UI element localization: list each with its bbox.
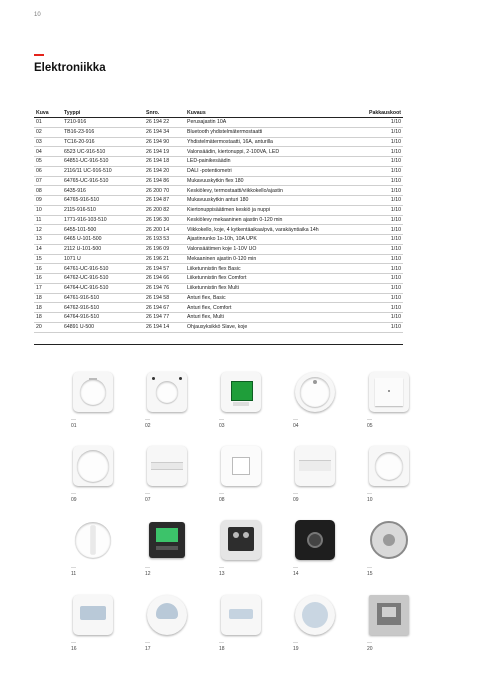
cell-snro: 26 194 34 <box>144 127 185 137</box>
dimmer-insert-image <box>293 518 337 562</box>
cell-kuva: 11 <box>34 215 62 225</box>
cell-kuvaus: LED-painikesäädin <box>185 157 361 167</box>
product-15: — 15 <box>367 518 415 577</box>
cell-tyyppi: 64765-916-510 <box>62 196 144 206</box>
table-row <box>34 205 403 215</box>
cell-pakkauskoot: 1/10 <box>361 244 403 254</box>
cell-snro: 26 196 21 <box>144 254 185 264</box>
cell-pakkauskoot: 1/10 <box>361 166 403 176</box>
table-row <box>34 147 403 157</box>
sensor-180-image <box>293 444 337 488</box>
product-03: — 03 <box>219 370 267 429</box>
product-label: 04 <box>293 423 299 429</box>
cell-pakkauskoot: 1/10 <box>361 283 403 293</box>
cell-kuva: 05 <box>34 157 62 167</box>
product-label: 18 <box>219 646 225 652</box>
timer-base-image <box>219 518 263 562</box>
table-row <box>34 186 403 196</box>
cell-kuvaus: Anturi flex, Multi <box>185 313 361 323</box>
mechanical-timer-insert-image <box>367 518 411 562</box>
cell-kuva: 09 <box>34 196 62 206</box>
table-row <box>34 118 403 128</box>
cell-tyyppi: TB16-23-916 <box>62 127 144 137</box>
cell-pakkauskoot: 1/10 <box>361 293 403 303</box>
center-plate-image <box>219 444 263 488</box>
cell-tyyppi: 6465 U-101-500 <box>62 235 144 245</box>
product-label: 02 <box>145 423 151 429</box>
cell-tyyppi: 64762-916-510 <box>62 303 144 313</box>
cell-kuvaus: Viikkokello, koje, 4 kytkentäaikaa/pvä, varakäyntiaika 14h <box>185 225 361 235</box>
comfort-switch-image <box>145 444 189 488</box>
cell-kuvaus: Yhdistelmätermostaatti, 16A, anturilla <box>185 137 361 147</box>
product-18: — 18 <box>219 593 267 652</box>
cell-tyyppi: 6523 UC-916-510 <box>62 147 144 157</box>
cell-tyyppi: TC16-20-916 <box>62 137 144 147</box>
table-header-row <box>34 108 403 118</box>
cell-tyyppi: 2116/11 UC-916-510 <box>62 166 144 176</box>
rotary-knob-image <box>367 444 411 488</box>
product-16: — 16 <box>71 593 119 652</box>
product-label: 07 <box>145 497 151 503</box>
cell-snro: 26 194 77 <box>144 313 185 323</box>
cell-kuva: 14 <box>34 244 62 254</box>
cell-tyyppi: 1771-916-103-510 <box>62 215 144 225</box>
table-row <box>34 176 403 186</box>
cell-kuvaus: Kiertonuppisäätimen keskiö ja nuppi <box>185 205 361 215</box>
cell-tyyppi: 64765-UC-916-510 <box>62 176 144 186</box>
cell-tyyppi: T210-916 <box>62 118 144 128</box>
cell-snro: 26 194 90 <box>144 137 185 147</box>
table-row <box>34 313 403 323</box>
product-13: — 13 <box>219 518 267 577</box>
cell-kuvaus: Mukavuuskytkin flex 180 <box>185 176 361 186</box>
product-label: 20 <box>367 646 373 652</box>
push-dimmer-image <box>367 370 411 414</box>
cell-snro: 26 194 87 <box>144 196 185 206</box>
table-row <box>34 303 403 313</box>
cell-pakkauskoot: 1/10 <box>361 225 403 235</box>
header-kuvaus: Kuvaus <box>185 108 361 118</box>
cell-tyyppi: 1071 U <box>62 254 144 264</box>
cell-pakkauskoot: 1/10 <box>361 186 403 196</box>
table-end-rule <box>34 344 403 345</box>
cell-kuva: 04 <box>34 147 62 157</box>
product-05: — 05 <box>367 370 415 429</box>
cell-snro: 26 194 86 <box>144 176 185 186</box>
cell-snro: 26 196 30 <box>144 215 185 225</box>
table-row <box>34 264 403 274</box>
cell-snro: 26 194 57 <box>144 264 185 274</box>
product-label: 16 <box>71 646 77 652</box>
cell-pakkauskoot: 1/10 <box>361 215 403 225</box>
cell-snro: 26 194 67 <box>144 303 185 313</box>
header-snro: Snro. <box>144 108 185 118</box>
cell-kuva: 16 <box>34 274 62 284</box>
cell-tyyppi: 6455-101-500 <box>62 225 144 235</box>
header-tyyppi: Tyyppi <box>62 108 144 118</box>
product-label: 09 <box>71 497 77 503</box>
cell-kuva: 02 <box>34 127 62 137</box>
table-row <box>34 322 403 332</box>
cell-kuva: 08 <box>34 186 62 196</box>
cell-snro: 26 194 20 <box>144 166 185 176</box>
title-accent-bar <box>34 54 44 56</box>
cell-kuva: 16 <box>34 264 62 274</box>
cell-snro: 26 194 18 <box>144 157 185 167</box>
cell-tyyppi: 64762-UC-916-510 <box>62 274 144 284</box>
cell-pakkauskoot: 1/10 <box>361 176 403 186</box>
cell-pakkauskoot: 1/10 <box>361 205 403 215</box>
product-label: 17 <box>145 646 151 652</box>
cell-pakkauskoot: 1/10 <box>361 127 403 137</box>
cell-pakkauskoot: 1/10 <box>361 322 403 332</box>
product-label: 14 <box>293 571 299 577</box>
cell-kuvaus: Keskiölevy mekaaninen ajastin 0-120 min <box>185 215 361 225</box>
product-label: 01 <box>71 423 77 429</box>
cell-kuvaus: Liiketunnistin flex Multi <box>185 283 361 293</box>
cell-tyyppi: 6435-916 <box>62 186 144 196</box>
product-08: — 08 <box>219 444 267 503</box>
product-14: — 14 <box>293 518 341 577</box>
product-12: — 12 <box>145 518 193 577</box>
product-07: — 07 <box>145 444 193 503</box>
table-row <box>34 225 403 235</box>
table-row <box>34 274 403 284</box>
table-body <box>34 118 403 333</box>
table-row <box>34 215 403 225</box>
sensor-dome-image <box>293 593 337 637</box>
table-row <box>34 235 403 245</box>
cell-kuvaus: Perusajastin 10A <box>185 118 361 128</box>
cell-kuva: 18 <box>34 293 62 303</box>
cell-snro: 26 200 70 <box>144 186 185 196</box>
cell-snro: 26 194 19 <box>144 147 185 157</box>
cell-kuva: 03 <box>34 137 62 147</box>
product-label: 03 <box>219 423 225 429</box>
product-10: — 10 <box>367 444 415 503</box>
cell-kuva: 15 <box>34 254 62 264</box>
table-row <box>34 166 403 176</box>
cell-snro: 26 194 22 <box>144 118 185 128</box>
cell-kuvaus: Ohjausyksikkö Slave, koje <box>185 322 361 332</box>
header-kuva: Kuva <box>34 108 62 118</box>
cell-snro: 26 196 09 <box>144 244 185 254</box>
product-label: 19 <box>293 646 299 652</box>
cell-tyyppi: 2115-916-510 <box>62 205 144 215</box>
cell-kuvaus: Liiketunnistin flex Comfort <box>185 274 361 284</box>
product-label: 15 <box>367 571 373 577</box>
table-row <box>34 254 403 264</box>
cell-pakkauskoot: 1/10 <box>361 137 403 147</box>
mechanical-timer-image <box>71 518 115 562</box>
sensor-flex-image <box>219 593 263 637</box>
table-row <box>34 196 403 206</box>
cell-pakkauskoot: 1/10 <box>361 264 403 274</box>
product-label: 12 <box>145 571 151 577</box>
cell-kuvaus: Anturi flex, Basic <box>185 293 361 303</box>
cell-snro: 26 194 58 <box>144 293 185 303</box>
cell-snro: 26 194 66 <box>144 274 185 284</box>
product-label: 09 <box>293 497 299 503</box>
cell-kuva: 17 <box>34 283 62 293</box>
product-02: — 02 <box>145 370 193 429</box>
cell-kuvaus: Valonsäädin, kiertonuppi, 2-100VA, LED <box>185 147 361 157</box>
product-label: 11 <box>71 571 77 577</box>
motion-detector-multi-image <box>145 593 189 637</box>
cell-snro: 26 194 76 <box>144 283 185 293</box>
cell-kuva: 13 <box>34 235 62 245</box>
product-19: — 19 <box>293 593 341 652</box>
dimmer-knob-image <box>293 370 337 414</box>
control-unit-insert-image <box>367 593 411 637</box>
cell-kuvaus: Mekaaninen ajastin 0-120 min <box>185 254 361 264</box>
cell-snro: 26 193 53 <box>144 235 185 245</box>
cell-snro: 26 194 14 <box>144 322 185 332</box>
motion-detector-image <box>71 593 115 637</box>
cell-kuva: 18 <box>34 313 62 323</box>
cell-kuva: 18 <box>34 303 62 313</box>
cell-tyyppi: 64891 U-500 <box>62 322 144 332</box>
product-table <box>34 108 403 333</box>
table-row <box>34 157 403 167</box>
cell-pakkauskoot: 1/10 <box>361 118 403 128</box>
cell-kuvaus: Liiketunnistin flex Basic <box>185 264 361 274</box>
product-11: — 11 <box>71 518 119 577</box>
cell-pakkauskoot: 1/10 <box>361 274 403 284</box>
cell-tyyppi: 64761-UC-916-510 <box>62 264 144 274</box>
cell-kuvaus: Bluetooth yhdistelmätermostaatti <box>185 127 361 137</box>
cell-snro: 26 200 14 <box>144 225 185 235</box>
cell-kuva: 01 <box>34 118 62 128</box>
table-row <box>34 293 403 303</box>
product-20: — 20 <box>367 593 415 652</box>
dali-potentiometer-image <box>71 444 115 488</box>
cell-kuva: 10 <box>34 205 62 215</box>
cell-pakkauskoot: 1/10 <box>361 147 403 157</box>
cell-tyyppi: 64761-916-510 <box>62 293 144 303</box>
page-title: Elektroniikka <box>34 62 106 74</box>
table-row <box>34 137 403 147</box>
cell-pakkauskoot: 1/10 <box>361 254 403 264</box>
cell-kuvaus: Mukavuuskytkin anturi 180 <box>185 196 361 206</box>
product-01: — 01 <box>71 370 119 429</box>
thermostat-image <box>145 370 189 414</box>
product-label: 05 <box>367 423 373 429</box>
timer-switch-image <box>71 370 115 414</box>
product-label: 08 <box>219 497 225 503</box>
table-row <box>34 283 403 293</box>
product-17: — 17 <box>145 593 193 652</box>
cell-kuvaus: Valonsäätimen koje 1-10V UO <box>185 244 361 254</box>
table-row <box>34 127 403 137</box>
cell-kuva: 12 <box>34 225 62 235</box>
cell-tyyppi: 64764-916-510 <box>62 313 144 323</box>
cell-tyyppi: 2112 U-101-500 <box>62 244 144 254</box>
cell-pakkauskoot: 1/10 <box>361 303 403 313</box>
page-number: 10 <box>34 12 41 18</box>
cell-kuvaus: Anturi flex, Comfort <box>185 303 361 313</box>
cell-pakkauskoot: 1/10 <box>361 157 403 167</box>
cell-snro: 26 200 82 <box>144 205 185 215</box>
thermostat-display-image <box>219 370 263 414</box>
header-pakkauskoot: Pakkauskoot <box>361 108 403 118</box>
product-09: — 09 <box>293 444 341 503</box>
cell-kuvaus: Ajastinrunko 1s-10h, 10A UPK <box>185 235 361 245</box>
cell-tyyppi: 64851-UC-916-510 <box>62 157 144 167</box>
product-label: 10 <box>367 497 373 503</box>
cell-pakkauskoot: 1/10 <box>361 235 403 245</box>
cell-kuva: 20 <box>34 322 62 332</box>
cell-kuva: 07 <box>34 176 62 186</box>
product-06: — 09 <box>71 444 119 503</box>
cell-pakkauskoot: 1/10 <box>361 196 403 206</box>
cell-kuvaus: DALI -potentiometri <box>185 166 361 176</box>
cell-kuva: 06 <box>34 166 62 176</box>
weekly-timer-image <box>145 518 189 562</box>
cell-kuvaus: Keskiölevy, termostaatti/viikkokello/ajastin <box>185 186 361 196</box>
cell-pakkauskoot: 1/10 <box>361 313 403 323</box>
product-label: 13 <box>219 571 225 577</box>
product-04: — 04 <box>293 370 341 429</box>
table-row <box>34 244 403 254</box>
cell-tyyppi: 64764-UC-916-510 <box>62 283 144 293</box>
